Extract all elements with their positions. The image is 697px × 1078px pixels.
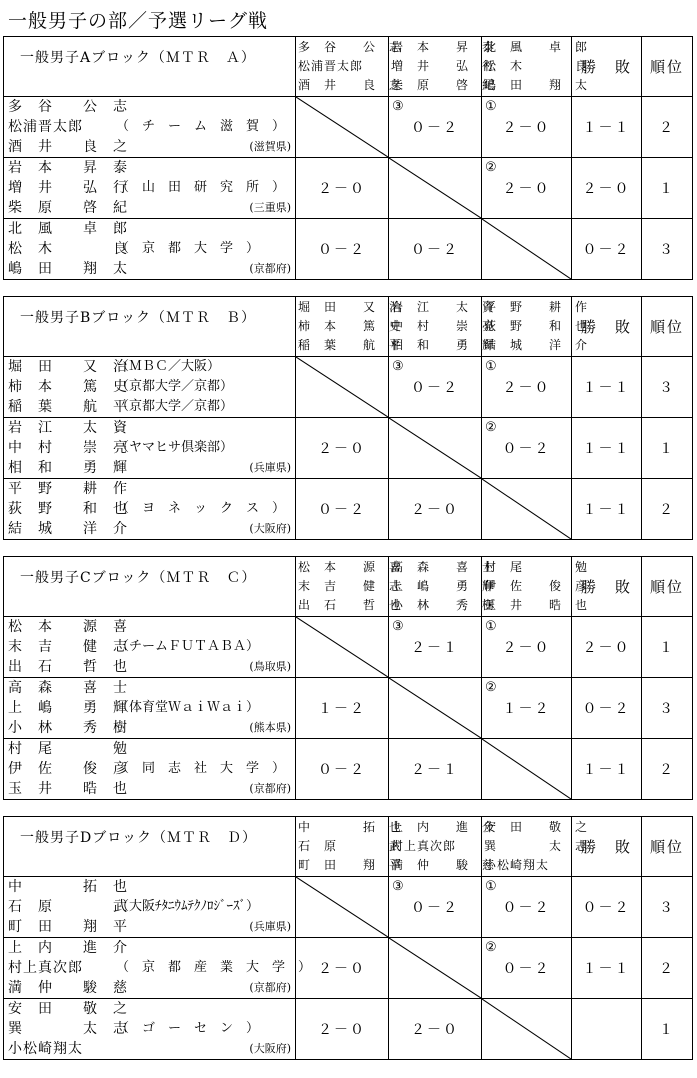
win-loss: １－１ [572, 938, 642, 999]
win-loss [572, 999, 642, 1060]
league-table [3, 816, 693, 1060]
match-cell [482, 418, 572, 479]
match-cell [296, 678, 389, 739]
match-order: ③ [392, 359, 404, 374]
match-cell [482, 877, 572, 938]
opponent-name: 上 嶋 勇 輝 [391, 579, 496, 593]
opponent-name: 平 野 耕 作 [484, 300, 589, 314]
opponent-name: 町 田 翔 平 [298, 858, 403, 872]
player-cell [4, 617, 296, 678]
block-name: 一般男子Aブロック（ＭＴＲ Ａ） [4, 37, 296, 97]
team-name: （ ゴ ー セ ン ） [116, 1021, 260, 1036]
match-order: ③ [392, 619, 404, 634]
prefecture: (京都府) [249, 981, 291, 994]
player-name: 岩 江 太 資 [8, 420, 128, 436]
player-name: 伊 佐 俊 彦 [8, 761, 128, 777]
match-order: ① [485, 359, 497, 374]
opponent-name: 松浦晋太郎 [298, 59, 364, 73]
match-score: ２－１ [411, 640, 459, 656]
opponent-name: 満 仲 駿 慈 [391, 858, 496, 872]
opponent-name: 多 谷 公 志 [298, 40, 403, 54]
opponent-header [389, 817, 496, 877]
table-row [4, 418, 693, 479]
rank-header: 順位 [642, 297, 693, 357]
prefecture: (滋賀県) [249, 140, 291, 153]
player-name: 堀 田 又 治 [8, 359, 128, 375]
player-name: 柿 本 篤 史 [8, 379, 128, 395]
opponent-name: 小松崎翔太 [484, 858, 550, 872]
rank-header: 順位 [642, 557, 693, 617]
rank: ２ [642, 97, 693, 158]
prefecture: (京都府) [249, 262, 291, 275]
match-score: ２－０ [502, 181, 551, 197]
prefecture: (大阪府) [249, 1042, 291, 1055]
match-order: ② [485, 160, 497, 175]
opponent-name: 相 和 勇 輝 [391, 338, 496, 352]
player-cell [4, 418, 296, 479]
wl-header: 勝 敗 [572, 297, 642, 357]
table-row [4, 479, 693, 540]
match-cell [296, 999, 389, 1060]
player-cell [4, 999, 296, 1060]
opponent-header [482, 37, 589, 97]
rank: １ [642, 617, 693, 678]
opponent-name: 柿 本 篤 史 [298, 319, 403, 333]
match-order: ① [485, 619, 497, 634]
match-cell [389, 479, 482, 540]
rank: １ [642, 999, 693, 1060]
match-cell [296, 158, 389, 219]
rank: １ [642, 158, 693, 219]
opponent-name: 巽 太 志 [484, 839, 589, 853]
match-cell [389, 877, 482, 938]
player-name: 多 谷 公 志 [8, 99, 128, 115]
league-table [3, 296, 693, 540]
team-name: （ 京 都 大 学 ） [116, 241, 260, 256]
team-name: （大阪ﾁﾀﾆｳﾑﾃｸﾉﾛｼﾞｰｽﾞ） [116, 899, 260, 914]
opponent-name: 柴 原 啓 紀 [391, 78, 496, 92]
player-name: 中 拓 也 [8, 879, 128, 895]
player-cell [4, 158, 296, 219]
match-score: １－２ [318, 701, 366, 717]
team-name: （体育堂ＷａｉＷａｉ） [116, 700, 260, 715]
opponent-name: 村 尾 勉 [484, 560, 589, 574]
player-cell [4, 479, 296, 540]
player-name: 石 原 武 [8, 899, 128, 915]
match-cell [296, 219, 389, 280]
opponent-name: 岩 本 昇 泰 [391, 40, 496, 54]
match-score: ２－０ [411, 1022, 459, 1038]
player-name: 出 石 哲 也 [8, 659, 128, 675]
rank: ３ [642, 219, 693, 280]
opponent-name: 上 内 進 介 [391, 820, 496, 834]
opponent-name: 増 井 弘 行 [391, 59, 496, 73]
player-name: 上 嶋 勇 輝 [8, 700, 128, 716]
table-row [4, 97, 693, 158]
prefecture: (京都府) [249, 782, 291, 795]
player-name: 酒 井 良 之 [8, 139, 128, 155]
win-loss: ２－０ [572, 617, 642, 678]
player-name: 安 田 敬 之 [8, 1001, 128, 1017]
player-name: 平 野 耕 作 [8, 481, 128, 497]
prefecture: (鳥取県) [249, 660, 291, 673]
rank: ２ [642, 938, 693, 999]
match-score: ２－０ [318, 181, 366, 197]
player-name: 増 井 弘 行 [8, 180, 128, 196]
match-score: ２－０ [318, 1022, 366, 1038]
league-table [3, 556, 693, 800]
match-order: ③ [392, 99, 404, 114]
wl-header: 勝 敗 [572, 817, 642, 877]
win-loss: １－１ [572, 357, 642, 418]
rank: ３ [642, 678, 693, 739]
win-loss: １－１ [572, 479, 642, 540]
rank-header: 順位 [642, 817, 693, 877]
team-name: （ 山 田 研 究 所 ） [116, 180, 286, 195]
match-cell [482, 938, 572, 999]
table-row [4, 158, 693, 219]
opponent-name: 安 田 敬 之 [484, 820, 589, 834]
rank: ２ [642, 479, 693, 540]
player-name: 荻 野 和 也 [8, 501, 128, 517]
player-cell [4, 219, 296, 280]
player-name: 村 尾 勉 [8, 741, 128, 757]
player-name: 松浦晋太郎 [8, 119, 83, 135]
prefecture: (大阪府) [249, 522, 291, 535]
player-name: 巽 太 志 [8, 1021, 128, 1037]
self-match-cell [296, 617, 389, 678]
player-name: 末 吉 健 志 [8, 639, 128, 655]
match-score: ０－２ [502, 961, 551, 977]
opponent-name: 小 林 秀 樹 [391, 598, 496, 612]
self-match-cell [389, 938, 482, 999]
opponent-header [482, 297, 589, 357]
self-match-cell [482, 219, 572, 280]
match-score: ０－２ [411, 120, 459, 136]
team-name: （ヤマヒサ倶楽部） [116, 440, 234, 455]
prefecture: (兵庫県) [249, 461, 291, 474]
opponent-name: 北 風 卓 郎 [484, 40, 589, 54]
rank: ２ [642, 739, 693, 800]
opponent-header [296, 37, 403, 97]
player-name: 岩 本 昇 泰 [8, 160, 128, 176]
rank: ３ [642, 357, 693, 418]
match-cell [296, 739, 389, 800]
self-match-cell [389, 418, 482, 479]
match-score: ２－０ [502, 120, 551, 136]
win-loss: ２－０ [572, 158, 642, 219]
opponent-name: 結 城 洋 介 [484, 338, 589, 352]
team-name: （ 同 志 社 大 学 ） [116, 761, 286, 776]
match-score: ２－０ [318, 441, 366, 457]
rank-header: 順位 [642, 37, 693, 97]
table-row [4, 938, 693, 999]
league-table [3, 36, 693, 280]
block-name: 一般男子Bブロック（ＭＴＲ Ｂ） [4, 297, 296, 357]
wl-header: 勝 敗 [572, 557, 642, 617]
team-name: （京都大学／京都） [116, 399, 234, 414]
opponent-name: 出 石 哲 也 [298, 598, 403, 612]
player-name: 結 城 洋 介 [8, 521, 128, 537]
win-loss: ０－２ [572, 678, 642, 739]
team-name: （チームＦＵＴＡＢＡ） [116, 639, 260, 654]
match-score: ０－２ [502, 441, 551, 457]
table-row [4, 357, 693, 418]
player-cell [4, 938, 312, 999]
table-row [4, 999, 693, 1060]
opponent-name: 石 原 武 [298, 839, 403, 853]
player-cell [4, 877, 296, 938]
match-cell [482, 357, 572, 418]
opponent-name: 岩 江 太 資 [391, 300, 496, 314]
prefecture: (三重県) [249, 201, 291, 214]
player-name: 柴 原 啓 紀 [8, 200, 128, 216]
opponent-header [296, 557, 403, 617]
win-loss: ０－２ [572, 877, 642, 938]
match-order: ③ [392, 879, 404, 894]
match-score: ０－２ [411, 242, 459, 258]
win-loss: １－１ [572, 97, 642, 158]
match-order: ① [485, 99, 497, 114]
opponent-header [389, 557, 496, 617]
match-cell [389, 617, 482, 678]
team-name: （ チ ー ム 滋 賀 ） [116, 119, 286, 134]
player-name: 稲 葉 航 平 [8, 399, 128, 415]
opponent-header [296, 297, 403, 357]
table-row [4, 678, 693, 739]
match-score: ２－０ [318, 961, 366, 977]
match-order: ② [485, 680, 497, 695]
player-cell [4, 97, 296, 158]
table-row [4, 219, 693, 280]
match-cell [296, 418, 389, 479]
player-name: 上 内 進 介 [8, 940, 128, 956]
opponent-name: 村上真次郎 [391, 839, 457, 853]
match-order: ② [485, 940, 497, 955]
opponent-name: 酒 井 良 之 [298, 78, 403, 92]
match-cell [482, 678, 572, 739]
opponent-name: 嶋 田 翔 太 [484, 78, 589, 92]
opponent-name: 稲 葉 航 平 [298, 338, 403, 352]
team-name: （ＭＢＣ／大阪） [116, 359, 221, 374]
match-score: ２－０ [411, 502, 459, 518]
self-match-cell [389, 158, 482, 219]
win-loss: １－１ [572, 739, 642, 800]
opponent-name: 松 本 源 喜 [298, 560, 403, 574]
player-name: 松 本 源 喜 [8, 619, 128, 635]
team-name: （ 京 都 産 業 大 学 ） [116, 960, 312, 975]
opponent-header [389, 297, 496, 357]
rank: ３ [642, 877, 693, 938]
player-name: 松 木 良 [8, 241, 128, 257]
block-name: 一般男子Dブロック（ＭＴＲ Ｄ） [4, 817, 296, 877]
header-row [4, 557, 693, 617]
self-match-cell [389, 678, 482, 739]
player-name: 小松崎翔太 [8, 1041, 83, 1057]
match-order: ① [485, 879, 497, 894]
match-cell [389, 739, 482, 800]
prefecture: (兵庫県) [249, 920, 291, 933]
player-cell [4, 678, 296, 739]
player-name: 村上真次郎 [8, 960, 83, 976]
player-name: 小 林 秀 樹 [8, 720, 128, 736]
player-cell [4, 357, 296, 418]
match-cell [296, 938, 389, 999]
opponent-name: 高 森 喜 士 [391, 560, 496, 574]
page-title: 一般男子の部／予選リーグ戦 [8, 10, 269, 32]
player-cell [4, 739, 296, 800]
self-match-cell [482, 999, 572, 1060]
player-name: 相 和 勇 輝 [8, 460, 128, 476]
opponent-name: 荻 野 和 也 [484, 319, 589, 333]
match-cell [296, 479, 389, 540]
opponent-name: 中 拓 也 [298, 820, 403, 834]
self-match-cell [296, 357, 389, 418]
match-cell [389, 97, 482, 158]
header-row [4, 297, 693, 357]
win-loss: １－１ [572, 418, 642, 479]
wl-header: 勝 敗 [572, 37, 642, 97]
prefecture: (熊本県) [249, 721, 291, 734]
self-match-cell [482, 479, 572, 540]
team-name: （京都大学／京都） [116, 379, 234, 394]
player-name: 満 仲 駿 慈 [8, 980, 128, 996]
opponent-name: 伊 佐 俊 彦 [484, 579, 589, 593]
header-row [4, 37, 693, 97]
match-cell [389, 999, 482, 1060]
match-cell [482, 617, 572, 678]
match-score: １－２ [502, 701, 551, 717]
match-cell [389, 219, 482, 280]
team-name: （ ヨ ネ ッ ク ス ） [116, 501, 286, 516]
rank: １ [642, 418, 693, 479]
table-row [4, 877, 693, 938]
block-name: 一般男子Cブロック（ＭＴＲ Ｃ） [4, 557, 296, 617]
win-loss: ０－２ [572, 219, 642, 280]
opponent-name: 松 木 良 [484, 59, 589, 73]
opponent-name: 堀 田 又 治 [298, 300, 403, 314]
match-cell [389, 357, 482, 418]
player-name: 町 田 翔 平 [8, 919, 128, 935]
match-score: ０－２ [318, 502, 366, 518]
match-order: ② [485, 420, 497, 435]
match-score: ０－２ [411, 900, 459, 916]
header-row [4, 817, 693, 877]
table-row [4, 739, 693, 800]
table-row [4, 617, 693, 678]
self-match-cell [482, 739, 572, 800]
match-score: ０－２ [318, 242, 366, 258]
self-match-cell [296, 877, 389, 938]
match-cell [482, 158, 572, 219]
opponent-header [482, 817, 589, 877]
player-name: 高 森 喜 士 [8, 680, 128, 696]
match-score: ２－０ [502, 640, 551, 656]
player-name: 北 風 卓 郎 [8, 221, 128, 237]
opponent-header [296, 817, 403, 877]
player-name: 中 村 崇 亮 [8, 440, 128, 456]
match-score: ２－１ [411, 762, 459, 778]
match-score: ０－２ [411, 380, 459, 396]
opponent-name: 中 村 崇 亮 [391, 319, 496, 333]
match-cell [482, 97, 572, 158]
self-match-cell [296, 97, 389, 158]
opponent-name: 玉 井 晧 也 [484, 598, 589, 612]
match-score: ０－２ [502, 900, 551, 916]
opponent-header [389, 37, 496, 97]
match-score: ２－０ [502, 380, 551, 396]
match-score: ０－２ [318, 762, 366, 778]
opponent-header [482, 557, 589, 617]
opponent-name: 末 吉 健 志 [298, 579, 403, 593]
player-name: 玉 井 晧 也 [8, 781, 128, 797]
player-name: 嶋 田 翔 太 [8, 261, 128, 277]
